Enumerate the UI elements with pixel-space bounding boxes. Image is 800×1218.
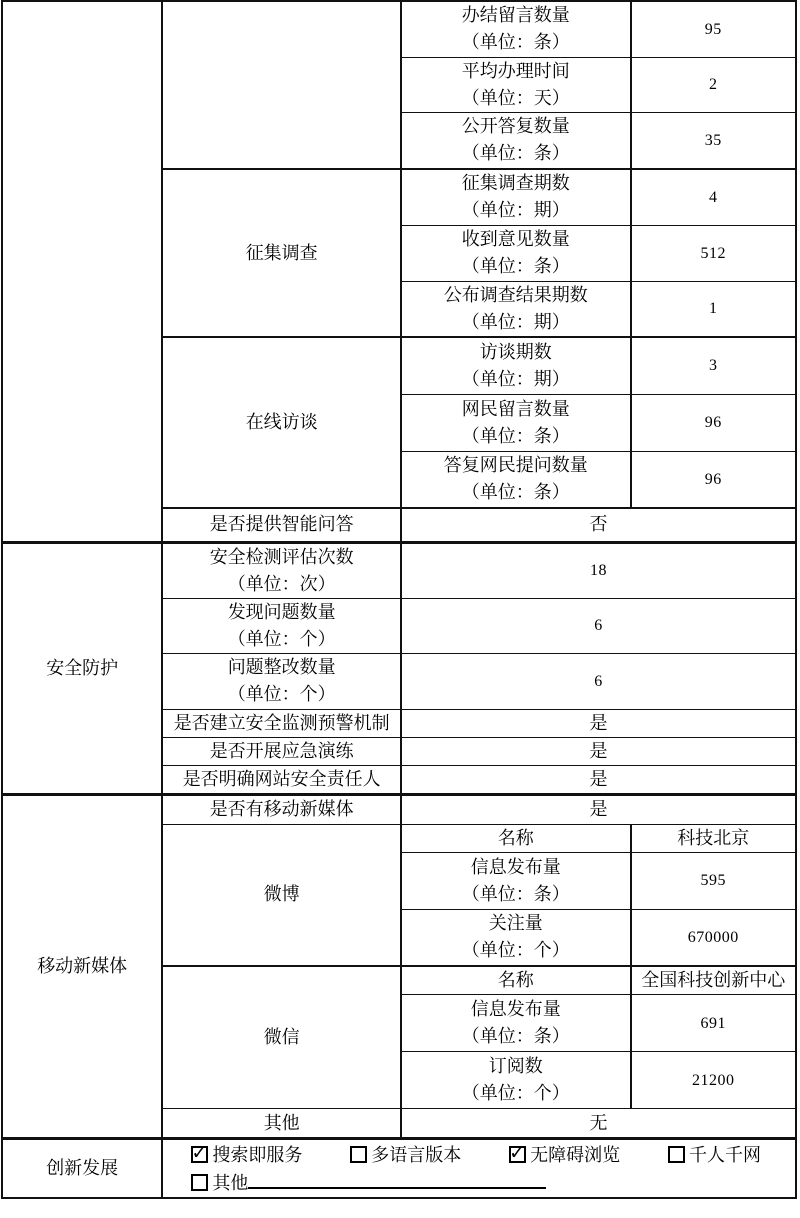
metric-value: 95 (631, 1, 796, 57)
metric-value: 2 (631, 57, 796, 112)
metric-unit: （单位：个） (227, 684, 336, 704)
answer-value: 是 (401, 765, 796, 794)
metric-label: 安全检测评估次数 (209, 546, 354, 567)
metric-value: 96 (631, 451, 796, 508)
metric-value: 1 (631, 281, 796, 337)
metric-cell (162, 598, 401, 653)
metric-cell (401, 1, 631, 57)
annual-report-table (1, 0, 797, 1199)
metric-cell (401, 824, 631, 852)
question-label: 是否开展应急演练 (162, 737, 401, 765)
question-label: 其他 (162, 1109, 401, 1139)
innovation-other-row (163, 1169, 795, 1197)
category-mobile: 移动新媒体 (2, 794, 162, 1139)
metric-cell (401, 281, 631, 337)
metric-unit: （单位：条） (461, 1026, 570, 1046)
innovation-option (350, 1142, 461, 1169)
answer-value: 是 (401, 794, 796, 824)
metric-unit: （单位：条） (461, 482, 570, 503)
subcategory-weibo: 微博 (162, 824, 401, 966)
metric-cell (162, 653, 401, 709)
metric-label: 办结留言数量 (461, 5, 570, 26)
metric-cell (401, 169, 631, 225)
metric-label: 信息发布量 (470, 999, 561, 1019)
metric-cell (401, 909, 631, 966)
metric-unit: （单位：次） (227, 573, 336, 594)
metric-cell (401, 995, 631, 1052)
metric-value: 512 (631, 225, 796, 281)
metric-value: 96 (631, 394, 796, 451)
metric-unit: （单位：个） (227, 628, 336, 649)
question-label: 是否建立安全监测预警机制 (162, 709, 401, 737)
metric-unit: （单位：期） (461, 200, 570, 221)
option-label: 搜索即服务 (212, 1145, 303, 1165)
metric-value: 6 (401, 598, 796, 653)
metric-value: 35 (631, 112, 796, 169)
innovation-option-other (191, 1173, 248, 1193)
metric-label: 订阅数 (488, 1056, 543, 1076)
metric-cell (401, 337, 631, 394)
option-label: 无障碍浏览 (530, 1145, 621, 1165)
metric-value: 全国科技创新中心 (631, 966, 796, 995)
subcategory-survey: 征集调查 (162, 169, 401, 337)
metric-label: 名称 (497, 970, 534, 990)
metric-cell (401, 394, 631, 451)
metric-unit: （单位：个） (461, 940, 570, 961)
metric-unit: （单位：天） (461, 87, 570, 108)
metric-cell (401, 852, 631, 909)
metric-label: 信息发布量 (470, 856, 561, 877)
metric-label: 公开答复数量 (461, 116, 570, 137)
metric-label: 公布调查结果期数 (443, 284, 588, 305)
metric-unit: （单位：条） (461, 256, 570, 276)
metric-cell (401, 451, 631, 508)
metric-label: 收到意见数量 (461, 229, 570, 249)
subcategory-cell-continued (162, 1, 401, 169)
metric-value: 6 (401, 653, 796, 709)
answer-value: 无 (401, 1109, 796, 1139)
metric-value: 595 (631, 852, 796, 909)
metric-unit: （单位：条） (461, 883, 570, 904)
innovation-options-cell (162, 1139, 796, 1199)
option-label: 多语言版本 (371, 1145, 462, 1165)
metric-unit: （单位：期） (461, 368, 570, 389)
metric-label: 访谈期数 (479, 341, 552, 362)
metric-value: 691 (631, 995, 796, 1052)
metric-unit: （单位：条） (461, 32, 570, 53)
metric-label: 问题整改数量 (227, 657, 336, 677)
metric-label: 网民留言数量 (461, 398, 570, 419)
metric-value: 21200 (631, 1052, 796, 1109)
answer-value: 是 (401, 709, 796, 737)
option-label: 千人千网 (688, 1145, 761, 1165)
metric-label: 名称 (497, 827, 534, 848)
question-label: 是否提供智能问答 (162, 508, 401, 542)
metric-unit: （单位：期） (461, 311, 570, 332)
metric-unit: （单位：条） (461, 143, 570, 164)
innovation-option (191, 1142, 302, 1169)
innovation-option (668, 1142, 761, 1169)
metric-label: 关注量 (488, 913, 543, 934)
metric-value: 18 (401, 542, 796, 598)
checkbox-icon (191, 1146, 208, 1163)
option-label: 其他 (212, 1173, 249, 1193)
metric-unit: （单位：条） (461, 425, 570, 446)
metric-label: 平均办理时间 (461, 60, 570, 81)
innovation-options-row (163, 1140, 795, 1169)
checkbox-icon (350, 1146, 367, 1163)
question-label: 是否明确网站安全责任人 (162, 765, 401, 794)
metric-label: 答复网民提问数量 (443, 455, 588, 476)
metric-cell (401, 225, 631, 281)
metric-unit: （单位：个） (461, 1083, 570, 1103)
metric-cell (401, 112, 631, 169)
metric-cell (401, 57, 631, 112)
question-label: 是否有移动新媒体 (162, 794, 401, 824)
category-cell-continued (2, 1, 162, 542)
blank-underline (248, 1172, 546, 1189)
checkbox-icon (509, 1146, 526, 1163)
metric-label: 征集调查期数 (461, 173, 570, 194)
metric-cell (401, 966, 631, 995)
metric-value: 670000 (631, 909, 796, 966)
innovation-option (509, 1142, 620, 1169)
checkbox-icon (668, 1146, 685, 1163)
subcategory-weixin: 微信 (162, 966, 401, 1109)
metric-cell (401, 1052, 631, 1109)
subcategory-interview: 在线访谈 (162, 337, 401, 508)
metric-value: 科技北京 (631, 824, 796, 852)
metric-label: 发现问题数量 (227, 601, 336, 622)
checkbox-icon (191, 1174, 208, 1191)
answer-value: 是 (401, 737, 796, 765)
metric-value: 4 (631, 169, 796, 225)
metric-cell (162, 542, 401, 598)
answer-value: 否 (401, 508, 796, 542)
category-security: 安全防护 (2, 542, 162, 794)
metric-value: 3 (631, 337, 796, 394)
category-innovation: 创新发展 (2, 1139, 162, 1199)
